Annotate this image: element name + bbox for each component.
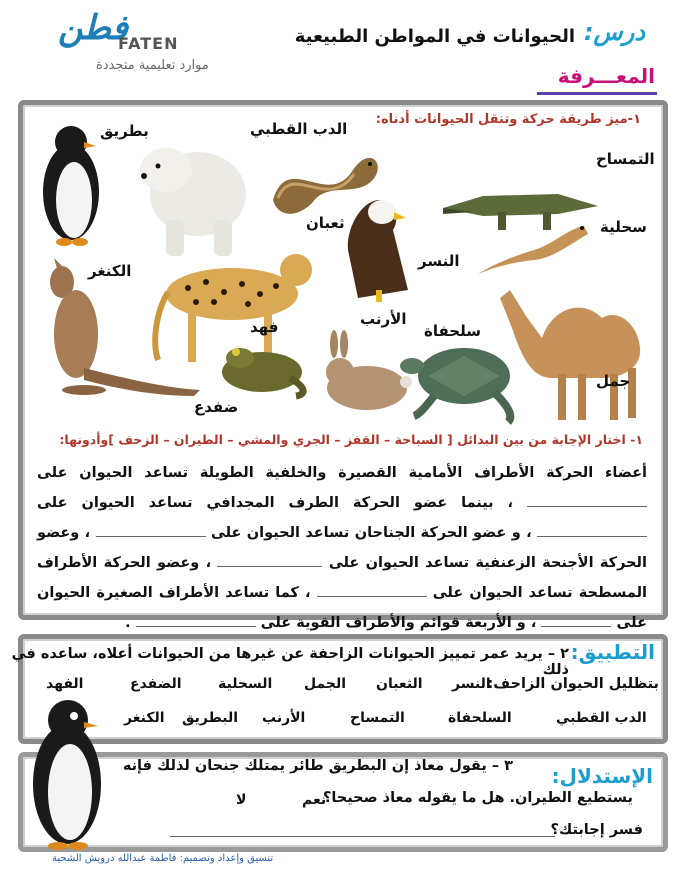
label-cheetah: فهد xyxy=(250,318,279,336)
penguin-illustration xyxy=(36,122,106,247)
answer-blank-7[interactable] xyxy=(136,613,256,627)
page-title: الحيوانات في المواطن الطبيعية xyxy=(294,26,575,47)
section-heading-application: التطبيق: xyxy=(570,640,655,664)
frog-illustration xyxy=(212,338,312,400)
label-penguin: بطريق xyxy=(100,122,149,140)
answer-blank-3[interactable] xyxy=(96,523,206,537)
sentence-5: ، وعضو الحركة الأطراف المسطحة تساعد الحيوان على xyxy=(37,555,647,601)
eagle-illustration xyxy=(338,190,423,305)
explain-answer-line[interactable] xyxy=(170,836,555,837)
application-prompt: بتظليل الحيوان الزاحف: xyxy=(487,676,659,692)
answer-no[interactable]: لا xyxy=(236,792,247,808)
section-heading-knowledge: المعـــرفة xyxy=(557,64,655,88)
answer-blank-6[interactable] xyxy=(541,613,611,627)
choice-kangaroo[interactable]: الكنغر xyxy=(124,710,165,726)
label-crocodile: التمساح xyxy=(596,150,655,168)
logo-subtitle: موارد تعليمية متجددة xyxy=(96,58,209,73)
label-eagle: النسر xyxy=(418,252,460,270)
section-heading-reasoning: الإستدلال: xyxy=(551,764,653,788)
sentence-8: . xyxy=(125,615,131,631)
sentence-7: ، و الأربعة قوائم والأطراف القوية على xyxy=(260,615,537,631)
reasoning-question: ٣ – يقول معاذ إن البطريق طائر يمتلك جنحان لذلك فإنه xyxy=(122,758,513,774)
application-question: ٢ – يريد عمر تمييز الحيوانات الزاحفة عن غيرها من الحيوانات أعلاه، ساعده في ذلك xyxy=(11,646,569,678)
choice-snake[interactable]: الثعبان xyxy=(376,676,423,692)
reasoning-question-line2: يستطيع الطيران. هل ما يقوله معاذ صحيحا؟ xyxy=(322,790,633,806)
sentence-2: ، بينما عضو الحركة الطرف المجدافي تساعد الحيوان على xyxy=(37,495,514,511)
logo-english: FATEN xyxy=(118,34,179,53)
answer-blank-1[interactable] xyxy=(527,493,647,507)
choice-crocodile[interactable]: التمساح xyxy=(350,710,405,726)
answer-blank-4[interactable] xyxy=(217,553,322,567)
answer-blank-2[interactable] xyxy=(537,523,647,537)
fill-in-paragraph xyxy=(37,458,647,638)
choice-eagle[interactable]: النسر xyxy=(452,676,491,692)
choice-rabbit[interactable]: الأرنب xyxy=(262,710,306,726)
label-frog: ضفدع xyxy=(194,398,239,416)
choice-cheetah[interactable]: الفهد xyxy=(46,676,84,692)
sentence-3: ، و عضو الحركة الجناحان تساعد الحيوان على xyxy=(210,525,532,541)
label-snake: ثعبان xyxy=(306,214,345,232)
rabbit-illustration xyxy=(312,330,412,412)
label-rabbit: الأرنب xyxy=(360,310,407,328)
lesson-label: درس: xyxy=(583,18,645,46)
answer-yes[interactable]: نعم xyxy=(302,792,327,808)
choice-camel[interactable]: الجمل xyxy=(304,676,347,692)
label-polar-bear: الدب القطبي xyxy=(250,120,348,138)
instruction-line: ١- اختار الإجابة من بين البدائل [ السباحة – القفز – الجري والمشي – الطيران – الزحف ]وأدونها: xyxy=(59,432,643,447)
answer-blank-5[interactable] xyxy=(317,583,427,597)
sentence-1: أعضاء الحركة الأطراف الأمامية القصيرة والخلفية الطويلة تساعد الحيوان على xyxy=(37,465,647,481)
label-kangaroo: الكنغر xyxy=(88,262,132,280)
label-turtle: سلحفاة xyxy=(424,322,481,340)
explain-prompt: فسر إجابتك؟ xyxy=(550,822,643,838)
label-lizard: سحلية xyxy=(600,218,647,236)
sentence-6: ، كما تساعد الأطراف الصغيرة الحيوان على xyxy=(37,585,647,631)
choice-turtle[interactable]: السلحفاة xyxy=(448,710,512,726)
choice-frog[interactable]: الضفدع xyxy=(130,676,182,692)
choice-penguin[interactable]: البطريق xyxy=(182,710,238,726)
sentence-4: ، وعضو الحركة الأجنحة الزعنفية تساعد الحيوان على xyxy=(37,525,647,571)
choice-polar-bear[interactable]: الدب القطبي xyxy=(556,710,647,726)
logo-arabic: فطن xyxy=(58,8,129,48)
camel-illustration xyxy=(492,268,657,423)
penguin-illustration-bottom xyxy=(22,694,112,852)
footer-credits: تنسيق وإعداد وتصميم: فاطمة عبدالله درويش الشحية xyxy=(52,853,274,864)
heading-underline xyxy=(537,92,657,95)
label-camel: جمل xyxy=(596,372,631,390)
choice-lizard[interactable]: السحلية xyxy=(218,676,273,692)
question-1-title: ١-ميز طريقة حركة وتنقل الحيوانات أدناه: xyxy=(375,112,641,127)
